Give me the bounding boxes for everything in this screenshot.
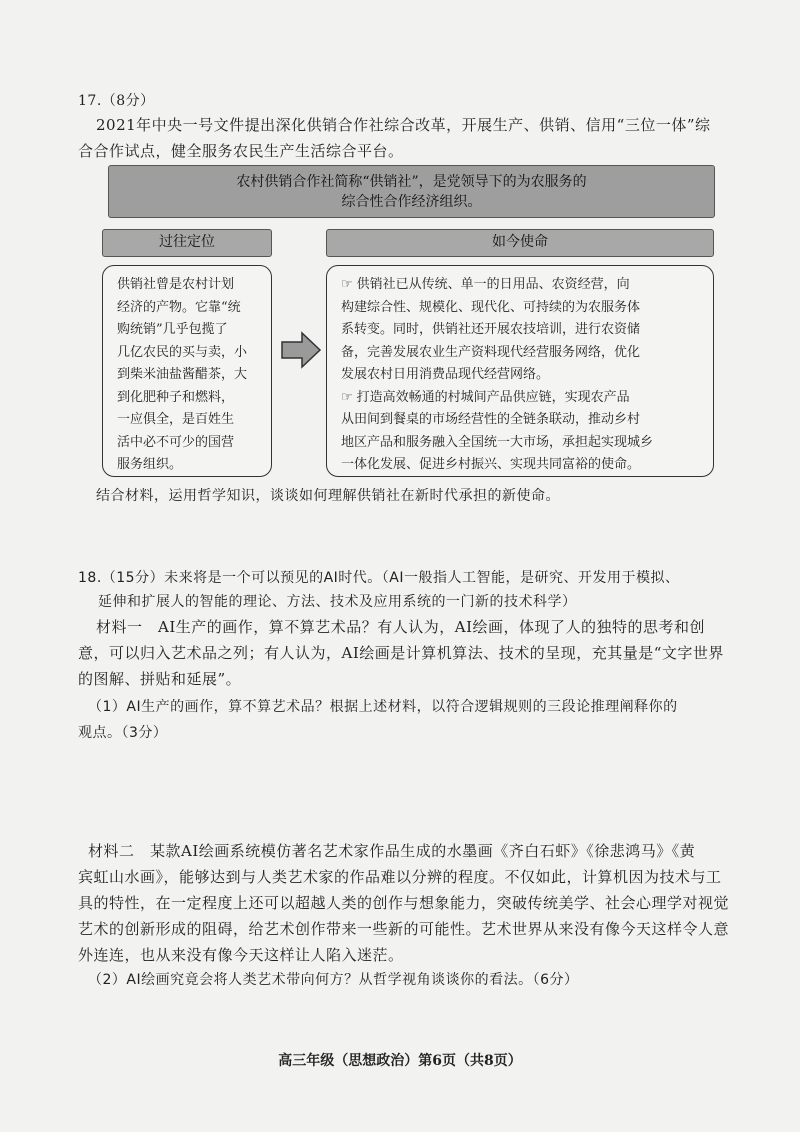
material-two-line: 具的特性，在一定程度上还可以超越人类的创作与想象能力，突破传统美学、社会心理学对视觉 bbox=[78, 894, 730, 912]
sub-question-one: 观点。（3分） bbox=[78, 725, 168, 741]
material-one-line: 的图解、拼贴和延展”。 bbox=[78, 670, 242, 688]
panel-text-line: 备，完善发展农业生产资料现代经营服务网络，优化 bbox=[341, 344, 641, 360]
current-mission-panel bbox=[326, 265, 714, 477]
panel-text-line: 构建综合性、规模化、现代化、可持续的为农服务体 bbox=[341, 299, 641, 315]
material-two-line: 外连连，也从来没有像今天这样让人陷入迷茫。 bbox=[78, 946, 404, 964]
banner-line: 农村供销合作社简称“供销社”，是党领导下的为农服务的 bbox=[236, 174, 587, 190]
past-position-panel bbox=[102, 265, 272, 477]
material-two-line: 艺术的创新形成的阻碍，给艺术创作带来一些新的可能性。艺术世界从来没有像今天这样令人意 bbox=[78, 920, 730, 938]
panel-text-line: 到化肥种子和燃料， bbox=[117, 389, 235, 405]
q17-header: 17.（8分） bbox=[78, 93, 155, 109]
panel-text-line: 一应俱全，是百姓生 bbox=[117, 412, 235, 427]
q17-intro-line: 2021年中央一号文件提出深化供销合作社综合改革，开展生产、供销、信用“三位一体”综 bbox=[96, 116, 711, 134]
tab-past-position: 过往定位 bbox=[102, 229, 272, 257]
banner-line: 综合性合作经济组织。 bbox=[341, 194, 482, 210]
panel-text-line: 系转变。同时，供销社还开展农技培训，进行农资储 bbox=[341, 322, 641, 337]
panel-text-line: 从田间到餐桌的市场经营性的全链条联动，推动乡村 bbox=[341, 412, 641, 427]
panel-text-line: 几亿农民的买与卖，小 bbox=[117, 344, 248, 360]
panel-text-line: 供销社曾是农村计划 bbox=[117, 277, 235, 292]
q18-intro-line: 18.（15分）未来将是一个可以预见的AI时代。（AI一般指人工智能，是研究、开发用于模拟、 bbox=[78, 570, 680, 586]
panel-text-line: ☞ 打造高效畅通的村城间产品供应链，实现农产品 bbox=[341, 389, 630, 405]
material-two-line: 材料二 某款AI绘画系统模仿著名艺术家作品生成的水墨画《齐白石虾》《徐悲鸿马》《黄 bbox=[88, 842, 696, 860]
tab-current-mission: 如今使命 bbox=[326, 229, 714, 257]
sub-question-one: （1）AI生产的画作，算不算艺术品？根据上述材料，以符合逻辑规则的三段论推理阐释你的 bbox=[88, 699, 678, 715]
q18-intro-line: 延伸和扩展人的智能的理论、方法、技术及应用系统的一门新的技术科学） bbox=[98, 594, 577, 610]
panel-text-line: 购统销”几乎包揽了 bbox=[117, 322, 228, 337]
material-one-line: 意，可以归入艺术品之列；有人认为，AI绘画是计算机算法、技术的呈现，充其量是“文字世界 bbox=[78, 644, 724, 662]
pointing-hand-icon: ☞ bbox=[341, 389, 353, 405]
q17-intro-line: 合合作试点，健全服务农民生产生活综合平台。 bbox=[78, 142, 404, 160]
material-two-line: 宾虹山水画》，能够达到与人类艺术家的作品难以分辨的程度。不仅如此，计算机因为技术与工 bbox=[78, 868, 722, 886]
panel-text-line: 地区产品和服务融入全国统一大市场，承担起实现城乡 bbox=[341, 434, 654, 450]
q17-banner bbox=[108, 165, 715, 218]
sub-question-two: （2）AI绘画究竟会将人类艺术带向何方？从哲学视角谈谈你的看法。（6分） bbox=[88, 972, 579, 988]
panel-text-line: 到柴米油盐酱醋茶，大 bbox=[117, 367, 248, 382]
panel-text-line: 一体化发展、促进乡村振兴、实现共同富裕的使命。 bbox=[341, 457, 641, 472]
page-footer: 高三年级（思想政治）第6页（共8页） bbox=[278, 1053, 522, 1069]
material-one-line: 材料一 AI生产的画作，算不算艺术品？有人认为，AI绘画，体现了人的独特的思考和创 bbox=[96, 618, 706, 636]
pointing-hand-icon: ☞ bbox=[341, 277, 353, 292]
panel-text-line: 活中必不可少的国营 bbox=[117, 434, 235, 450]
panel-text-line: 服务组织。 bbox=[117, 457, 183, 472]
panel-text-line: 发展农村日用消费品现代经营网络。 bbox=[341, 367, 550, 382]
panel-text-line: ☞ 供销社已从传统、单一的日用品、农资经营，向 bbox=[341, 277, 630, 292]
right-arrow-icon bbox=[280, 330, 322, 370]
q17-task: 结合材料，运用哲学知识，谈谈如何理解供销社在新时代承担的新使命。 bbox=[96, 488, 560, 504]
panel-text-line: 经济的产物。它靠“统 bbox=[117, 299, 241, 315]
